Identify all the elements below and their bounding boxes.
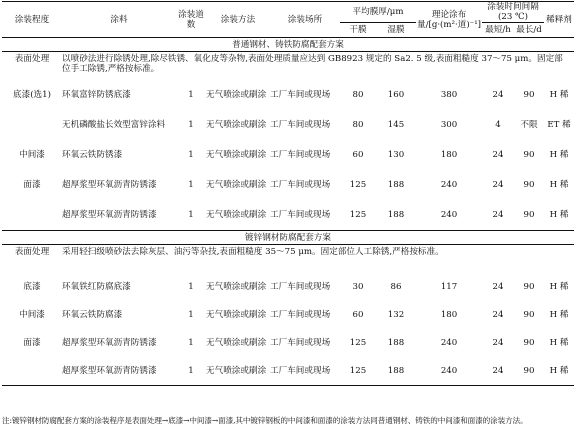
- row-place: 工厂车间或现场: [270, 120, 331, 131]
- row-level: [2, 200, 62, 231]
- row-wet: 145: [387, 120, 405, 131]
- row-thinner: H 稀: [549, 90, 569, 101]
- row-thinner: H 稀: [549, 210, 569, 221]
- section1-title: 普通钢材、铸铁防腐配套方案: [2, 38, 574, 52]
- row-usage: 180: [440, 150, 458, 161]
- row-dry: 30: [352, 282, 364, 293]
- row-thinner: H 稀: [549, 282, 569, 293]
- row-wet: 160: [387, 90, 405, 101]
- row-level: [2, 357, 62, 386]
- row-usage: 180: [440, 310, 458, 321]
- row-passes: 1: [188, 210, 194, 221]
- row-thinner: ET 稀: [547, 120, 571, 131]
- row-method: 无气喷涂或刷涂: [206, 90, 267, 101]
- row-min: 24: [492, 282, 504, 293]
- row-max: 90: [514, 357, 544, 386]
- row-passes: 1: [188, 180, 194, 191]
- row-level: 面漆: [23, 338, 41, 349]
- coating-spec-table: [2, 1, 574, 386]
- row-dry: 125: [340, 357, 376, 386]
- row-max: 90: [523, 210, 535, 221]
- row-dry: 60: [352, 310, 364, 321]
- row-min: 24: [492, 210, 504, 221]
- row-wet: 132: [387, 310, 405, 321]
- row-place: 工厂车间或现场: [270, 180, 331, 191]
- row-level: 底漆(选1): [13, 90, 51, 101]
- row-wet: 188: [387, 210, 405, 221]
- row-level: 中间漆: [19, 150, 45, 161]
- row-method: 无气喷涂或刷涂: [206, 210, 267, 221]
- header-min: 最短/h: [482, 23, 514, 38]
- row-level: 面漆: [23, 180, 41, 191]
- row-passes: 1: [188, 310, 194, 321]
- row-method: 无气喷涂或刷涂: [206, 282, 267, 293]
- header-coating: 涂料: [62, 2, 176, 38]
- row-coating: 环氧云铁防腐漆: [62, 310, 123, 321]
- row-coating: 超厚浆型环氧沥青防锈漆: [62, 180, 157, 191]
- row-dry: 125: [349, 210, 367, 221]
- row-usage: 240: [440, 180, 458, 191]
- row-dry: 125: [349, 338, 367, 349]
- row-usage: 380: [440, 90, 458, 101]
- row-place: 工厂车间或现场: [270, 90, 331, 101]
- row-wet: 86: [390, 282, 402, 293]
- header-method: 涂装方法: [206, 2, 270, 38]
- table-row: [2, 273, 574, 301]
- row-coating: 环氧富锌防锈底漆: [62, 90, 131, 101]
- header-wet: 湿膜: [376, 23, 416, 38]
- row-thinner: H 稀: [549, 338, 569, 349]
- row-thinner: H 稀: [549, 310, 569, 321]
- table-row: [2, 329, 574, 357]
- row-coating: 超厚浆型环氧沥青防锈漆: [62, 357, 176, 386]
- row-place: 工厂车间或现场: [270, 282, 331, 293]
- row-dry: 125: [349, 180, 367, 191]
- row-place: 工厂车间或现场: [270, 338, 331, 349]
- section-title-row: [2, 231, 574, 245]
- row-level: 中间漆: [19, 310, 45, 321]
- row-method: 无气喷涂或刷涂: [206, 310, 267, 321]
- row-level: [2, 110, 62, 140]
- row-passes: 1: [188, 120, 194, 131]
- table-row: [2, 357, 574, 386]
- row-thinner: H 稀: [549, 180, 569, 191]
- table-row: [2, 140, 574, 170]
- row-min: 4: [495, 120, 501, 131]
- row-min: 24: [492, 150, 504, 161]
- row-passes: 1: [188, 90, 194, 101]
- table-row: [2, 80, 574, 110]
- row-place: 工厂车间或现场: [270, 310, 331, 321]
- row-dry: 80: [352, 90, 364, 101]
- row-method: 无气喷涂或刷涂: [206, 357, 270, 386]
- row-min: 24: [492, 180, 504, 191]
- header-usage: 理论涂布量/[g·(m²·道)⁻¹]: [416, 2, 482, 38]
- row-max: 不限: [520, 120, 538, 131]
- row-thinner: H 稀: [549, 150, 569, 161]
- row-usage: 300: [440, 120, 458, 131]
- header-max: 最长/d: [514, 23, 544, 38]
- row-level: 底漆: [23, 282, 41, 293]
- table-row: [2, 301, 574, 329]
- row-usage: 240: [416, 357, 482, 386]
- header-thinner: 稀释剂: [544, 2, 574, 38]
- row-passes: 1: [188, 282, 194, 293]
- row-coating: 环氧云铁防锈漆: [62, 150, 123, 161]
- row-min: 24: [492, 310, 504, 321]
- row-passes: 1: [188, 150, 194, 161]
- row-coating: 无机磷酸盐长效型富锌涂料: [62, 120, 166, 131]
- row-wet: 130: [387, 150, 405, 161]
- row-method: 无气喷涂或刷涂: [206, 180, 267, 191]
- section-title-row: [2, 38, 574, 52]
- table-row: [2, 170, 574, 200]
- row-usage: 240: [440, 210, 458, 221]
- surface-prep-row: [2, 245, 574, 274]
- row-coating: 超厚浆型环氧沥青防锈漆: [62, 338, 157, 349]
- row-method: 无气喷涂或刷涂: [206, 150, 267, 161]
- header-thickness: 平均膜厚/μm: [340, 2, 416, 23]
- row-method: 无气喷涂或刷涂: [206, 338, 267, 349]
- row-method: 无气喷涂或刷涂: [206, 120, 267, 131]
- row-max: 90: [523, 150, 535, 161]
- row-dry: 60: [352, 150, 364, 161]
- row-passes: 1: [188, 338, 194, 349]
- row-passes: 1: [176, 357, 206, 386]
- header-interval: 涂装时间间隔(23 ℃): [482, 2, 544, 23]
- header-row-1: [2, 2, 574, 23]
- row-usage: 240: [440, 338, 458, 349]
- row-thinner: H 稀: [544, 357, 574, 386]
- section1-prep-text: 以喷砂法进行除锈处理,除尽铁锈、氧化皮等杂物,表面处理质量应达到 GB8923 规定的 Sa2. 5 级,表面粗糙度 37～75 μm。固定部位手工除锈,严格按标准。: [62, 54, 563, 75]
- row-wet: 188: [376, 357, 416, 386]
- row-wet: 188: [387, 180, 405, 191]
- section2-prep-text: 采用轻扫级喷砂法去除灰层、油污等杂技,表面粗糙度 35～75 μm。固定部位人工除锈,严格按标准。: [62, 247, 444, 258]
- row-max: 90: [523, 282, 535, 293]
- row-max: 90: [523, 338, 535, 349]
- row-coating: 超厚浆型环氧沥青防锈漆: [62, 210, 157, 221]
- surface-prep-row: [2, 52, 574, 81]
- row-place: 工厂车间或现场: [270, 357, 340, 386]
- row-dry: 80: [352, 120, 364, 131]
- header-place: 涂装场所: [270, 2, 340, 38]
- row-wet: 188: [387, 338, 405, 349]
- section2-title: 镀锌钢材防腐配套方案: [2, 231, 574, 245]
- row-usage: 117: [440, 282, 458, 293]
- header-dry: 干膜: [340, 23, 376, 38]
- section1-prep-label: 表面处理: [14, 54, 50, 65]
- row-coating: 环氧铁红防腐底漆: [62, 282, 131, 293]
- table-row: [2, 110, 574, 140]
- header-level: 涂装程度: [2, 2, 62, 38]
- row-max: 90: [523, 310, 535, 321]
- row-min: 24: [492, 338, 504, 349]
- row-place: 工厂车间或现场: [270, 150, 331, 161]
- header-passes: 涂装道数: [176, 2, 206, 38]
- row-max: 90: [523, 90, 535, 101]
- table-footnote: 注:镀锌钢材防腐配套方案的涂装程序是表面处理→底漆→中间漆→面漆,其中镀锌钢板的中间漆和面漆的涂装方法同普通钢材、铸铁的中间漆和面漆的涂装方法。: [2, 416, 528, 425]
- row-min: 24: [492, 90, 504, 101]
- section2-prep-label: 表面处理: [14, 247, 50, 258]
- table-row: [2, 200, 574, 231]
- row-place: 工厂车间或现场: [270, 210, 331, 221]
- row-max: 90: [523, 180, 535, 191]
- row-min: 24: [482, 357, 514, 386]
